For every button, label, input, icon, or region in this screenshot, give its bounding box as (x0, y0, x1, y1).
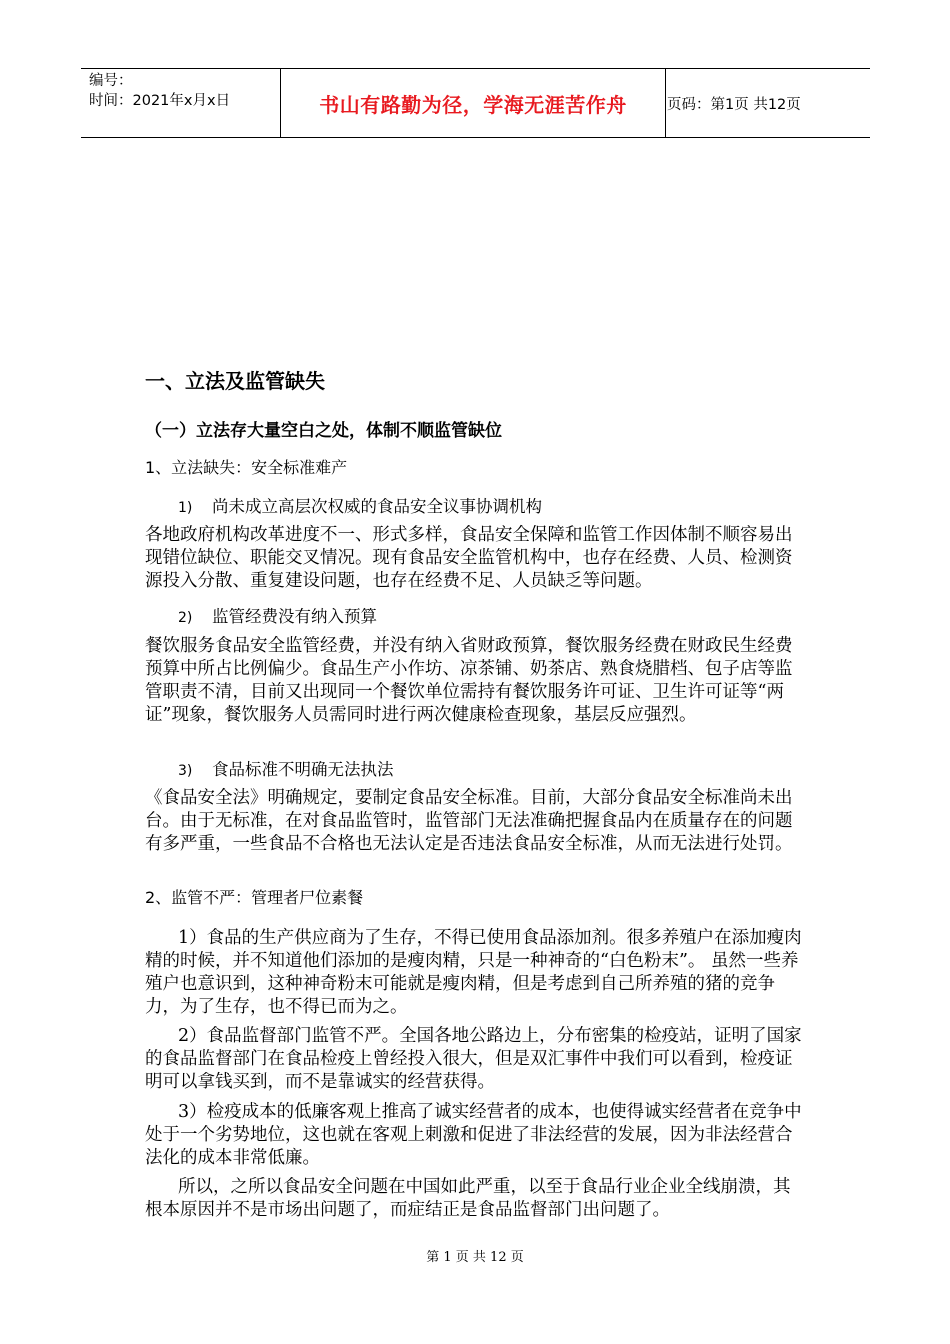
sub-heading-2: 2、监管不严：管理者尸位素餐 (145, 888, 364, 907)
header-meta (81, 69, 281, 137)
page-header (81, 68, 870, 138)
list-text: 尚未成立高层次权威的食品安全议事协调机构 (212, 497, 542, 516)
list-number: 2) (178, 610, 193, 626)
list-number: 3) (178, 763, 193, 779)
list-text: 食品标准不明确无法执法 (212, 760, 394, 779)
header-motto: 书山有路勤为径，学海无涯苦作舟 (281, 69, 666, 137)
list-item-3 (178, 756, 394, 780)
paragraph-7: 所以，之所以食品安全问题在中国如此严重，以至于食品行业企业全线崩溃，其根本原因并不是市场出问题了，而症结正是食品监督部门出问题了。 (145, 1177, 791, 1220)
list-item-2 (178, 603, 377, 627)
header-page-code: 页码：第1页 共12页 (667, 96, 801, 113)
subsection-heading: （一）立法存大量空白之处，体制不顺监管缺位 (145, 421, 502, 441)
paragraph-4: 1）食品的生产供应商为了生存，不得已使用食品添加剂。很多养殖户在添加瘦肉精的时候，并不知道他们添加的是瘦肉精，只是一种神奇的“白色粉末”。 虽然一些养殖户也意识到，这种神奇粉末可能就是瘦肉精，但是考虑到自己所养殖的猪的竞争力，为了生存，也不得已而为之。 (145, 928, 802, 1017)
list-number: 1) (178, 500, 193, 516)
paragraph-5: 2）食品监督部门监管不严。全国各地公路边上，分布密集的检疫站，证明了国家的食品监督部门在食品检疫上曾经投入很大，但是双汇事件中我们可以看到，检疫证明可以拿钱买到，而不是靠诚实的经营获得。 (145, 1026, 802, 1092)
paragraph-1: 各地政府机构改革进度不一、形式多样，食品安全保障和监管工作因体制不顺容易出现错位缺位、职能交叉情况。现有食品安全监管机构中，也存在经费、人员、检测资源投入分散、重复建设问题，也存在经费不足、人员缺乏等问题。 (145, 525, 793, 591)
section-heading: 一、立法及监管缺失 (145, 369, 325, 393)
time-label: 时间：2021年x月x日 (89, 93, 231, 109)
page-footer: 第 1 页 共 12 页 (426, 1250, 524, 1265)
number-label: 编号： (89, 73, 133, 89)
paragraph-2: 餐饮服务食品安全监管经费，并没有纳入省财政预算，餐饮服务经费在财政民生经费预算中所占比例偏少。食品生产小作坊、凉茶铺、奶茶店、熟食烧腊档、包子店等监管职责不清，目前又出现同一个餐饮单位需持有餐饮服务许可证、卫生许可证等“两证”现象，餐饮服务人员需同时进行两次健康检查现象，基层反应强烈。 (145, 636, 793, 725)
list-text: 监管经费没有纳入预算 (212, 607, 377, 626)
paragraph-3: 《食品安全法》明确规定，要制定食品安全标准。目前，大部分食品安全标准尚未出台。由于无标准，在对食品监管时，监管部门无法准确把握食品内在质量存在的问题有多严重，一些食品不合格也无法认定是否违法食品安全标准，从而无法进行处罚。 (145, 788, 793, 854)
list-item-1 (178, 493, 542, 517)
paragraph-6: 3）检疫成本的低廉客观上推高了诚实经营者的成本，也使得诚实经营者在竞争中处于一个劣势地位，这也就在客观上刺激和促进了非法经营的发展，因为非法经营合法化的成本非常低廉。 (145, 1102, 802, 1168)
sub-heading-1: 1、立法缺失：安全标准难产 (145, 458, 348, 477)
